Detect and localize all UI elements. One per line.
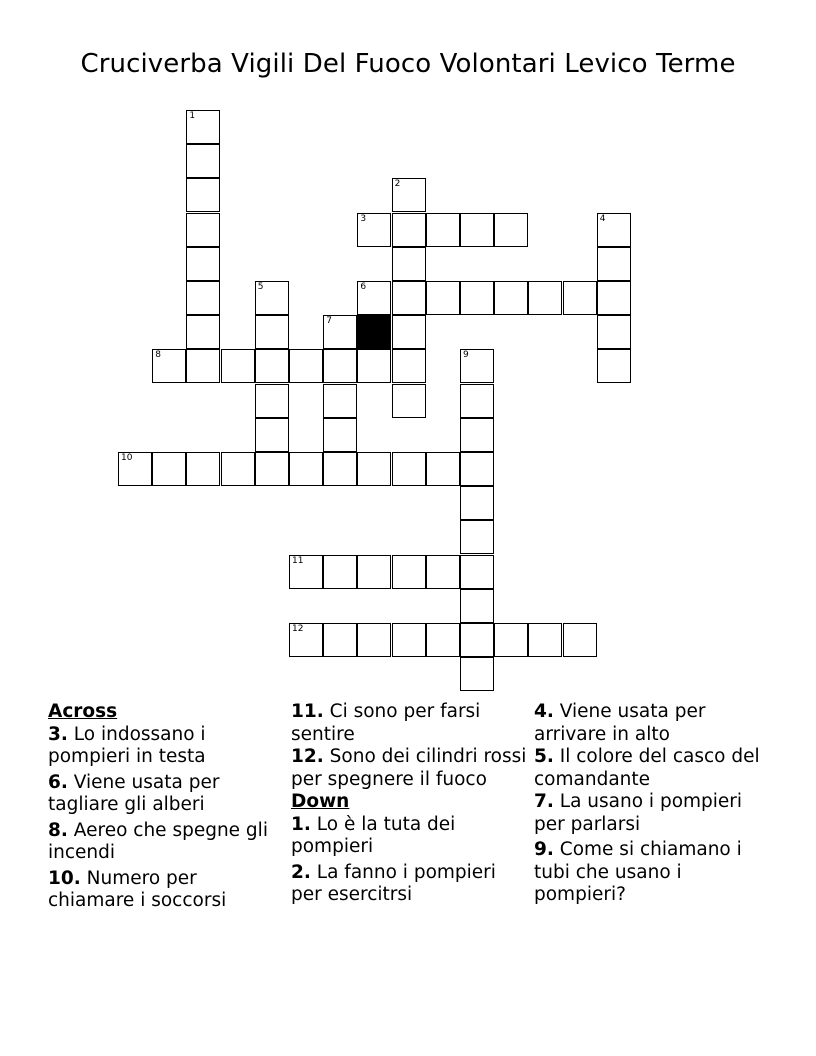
clue-down-7 — [534, 791, 774, 836]
clue-across-10 — [48, 868, 288, 913]
grid-cell[interactable] — [460, 589, 494, 623]
grid-cell[interactable] — [597, 315, 631, 349]
grid-cell[interactable] — [255, 281, 289, 315]
grid-cell[interactable] — [426, 623, 460, 657]
grid-cell[interactable] — [494, 623, 528, 657]
grid-cell[interactable] — [221, 349, 255, 383]
grid-cell[interactable] — [357, 555, 391, 589]
clue-number-label: 12 — [292, 624, 304, 634]
down-header: Down — [291, 791, 350, 812]
grid-cell[interactable] — [357, 213, 391, 247]
grid-cell[interactable] — [392, 349, 426, 383]
clue-text: Come si chiamano i tubi che usano i pompieri? — [534, 839, 742, 905]
clue-down-1 — [291, 814, 531, 859]
clue-across-11 — [291, 701, 531, 746]
grid-cell[interactable] — [426, 281, 460, 315]
grid-cell[interactable] — [152, 349, 186, 383]
clue-number: 6. — [48, 771, 68, 793]
grid-cell[interactable] — [392, 281, 426, 315]
grid-cell[interactable] — [289, 555, 323, 589]
grid-cell[interactable] — [460, 555, 494, 589]
clue-number-label: 6 — [360, 282, 367, 292]
clue-number-label: 11 — [292, 555, 304, 566]
grid-cell[interactable] — [255, 452, 289, 486]
clue-text: La fanno i pompieri per esercitrsi — [291, 861, 496, 905]
grid-cell[interactable] — [460, 657, 494, 691]
grid-cell[interactable] — [357, 623, 391, 657]
clue-number: 4. — [534, 701, 554, 722]
clue-number: 12. — [291, 746, 324, 767]
clue-number: 9. — [534, 839, 554, 860]
grid-cell[interactable] — [186, 349, 220, 383]
grid-cell[interactable] — [392, 452, 426, 486]
grid-cell[interactable] — [255, 349, 289, 383]
clue-number-label: 7 — [326, 316, 332, 327]
clue-text: Sono dei cilindri rossi per spegnere il fuoco — [291, 746, 527, 790]
grid-cell[interactable] — [186, 213, 220, 247]
grid-cell[interactable] — [494, 281, 528, 315]
grid-cell[interactable] — [323, 555, 357, 589]
clue-across-3 — [48, 724, 288, 769]
clue-number: 8. — [48, 819, 68, 841]
clue-text: Lo indossano i pompieri in testa — [48, 723, 206, 767]
clue-text: Viene usata per tagliare gli alberi — [48, 771, 220, 815]
grid-cell[interactable] — [460, 349, 494, 383]
grid-cell[interactable] — [323, 384, 357, 418]
grid-cell[interactable] — [186, 178, 220, 212]
grid-cell[interactable] — [460, 623, 494, 657]
grid-cell[interactable] — [528, 623, 562, 657]
clue-text: Viene usata per arrivare in alto — [534, 701, 706, 745]
clue-number-label: 8 — [155, 350, 161, 361]
grid-cell[interactable] — [460, 520, 494, 554]
clue-down-5 — [534, 746, 774, 791]
grid-cell[interactable] — [289, 349, 323, 383]
clue-text: Il colore del casco del comandante — [534, 746, 760, 790]
clue-across-8 — [48, 820, 288, 865]
grid-cell[interactable] — [392, 315, 426, 349]
clue-number: 7. — [534, 791, 554, 812]
clues-column-2 — [291, 701, 531, 910]
grid-cell[interactable] — [426, 452, 460, 486]
clue-number-label: 10 — [121, 453, 133, 463]
grid-cell[interactable] — [152, 452, 186, 486]
grid-cell[interactable] — [323, 349, 357, 383]
grid-cell[interactable] — [460, 486, 494, 520]
grid-cell[interactable] — [255, 384, 289, 418]
clues-column-1 — [48, 701, 288, 916]
grid-cell[interactable] — [460, 213, 494, 247]
grid-cell[interactable] — [118, 452, 152, 486]
grid-cell[interactable] — [255, 315, 289, 349]
clue-number: 11. — [291, 701, 324, 722]
grid-cell[interactable] — [494, 213, 528, 247]
grid-cell[interactable] — [323, 418, 357, 452]
grid-cell[interactable] — [392, 384, 426, 418]
clue-text: Ci sono per farsi sentire — [291, 701, 481, 745]
clue-number-label: 1 — [189, 111, 196, 121]
grid-cell[interactable] — [357, 452, 391, 486]
grid-cell[interactable] — [392, 555, 426, 589]
grid-cell[interactable] — [323, 315, 357, 349]
grid-cell[interactable] — [186, 110, 220, 144]
grid-cell[interactable] — [597, 213, 631, 247]
clue-number-label: 4 — [599, 213, 606, 224]
grid-cell-black — [357, 315, 391, 349]
clue-text: Lo è la tuta dei pompieri — [291, 813, 456, 857]
clue-number-label: 9 — [463, 350, 469, 361]
grid-cell[interactable] — [460, 281, 494, 315]
clues-column-3 — [534, 701, 774, 910]
grid-cell[interactable] — [323, 623, 357, 657]
grid-cell[interactable] — [255, 418, 289, 452]
grid-cell[interactable] — [528, 281, 562, 315]
clue-number-label: 2 — [394, 179, 401, 190]
grid-cell[interactable] — [392, 623, 426, 657]
grid-cell[interactable] — [597, 247, 631, 281]
grid-cell[interactable] — [357, 349, 391, 383]
grid-cell[interactable] — [426, 555, 460, 589]
grid-cell[interactable] — [221, 452, 255, 486]
clue-across-6 — [48, 772, 288, 817]
grid-cell[interactable] — [186, 144, 220, 178]
clue-down-9 — [534, 839, 774, 907]
clue-text: Aereo che spegne gli incendi — [48, 819, 268, 863]
clue-text: La usano i pompieri per parlarsi — [534, 791, 743, 835]
grid-cell[interactable] — [460, 418, 494, 452]
grid-cell[interactable] — [460, 452, 494, 486]
grid-cell[interactable] — [392, 178, 426, 212]
grid-cell[interactable] — [392, 247, 426, 281]
grid-cell[interactable] — [323, 452, 357, 486]
grid-cell[interactable] — [426, 213, 460, 247]
clue-number-label: 3 — [360, 213, 367, 224]
clue-number-label: 5 — [257, 282, 264, 292]
grid-cell[interactable] — [563, 281, 597, 315]
across-header: Across — [48, 701, 118, 722]
clue-text: Numero per chiamare i soccorsi — [48, 867, 227, 911]
grid-cell[interactable] — [597, 349, 631, 383]
clue-down-2 — [291, 862, 531, 907]
grid-cell[interactable] — [186, 281, 220, 315]
grid-cell[interactable] — [597, 281, 631, 315]
clue-number: 5. — [534, 746, 554, 767]
grid-cell[interactable] — [392, 213, 426, 247]
grid-cell[interactable] — [460, 384, 494, 418]
clue-across-12 — [291, 746, 531, 791]
clue-number: 2. — [291, 861, 311, 883]
grid-cell[interactable] — [186, 452, 220, 486]
grid-cell[interactable] — [563, 623, 597, 657]
grid-cell[interactable] — [289, 623, 323, 657]
grid-cell[interactable] — [186, 247, 220, 281]
grid-cell[interactable] — [357, 281, 391, 315]
clue-number: 3. — [48, 723, 68, 745]
clue-down-4 — [534, 701, 774, 746]
page-title: Cruciverba Vigili Del Fuoco Volontari Levico Terme — [80, 49, 736, 79]
clue-number: 10. — [48, 867, 81, 889]
clue-number: 1. — [291, 813, 311, 835]
grid-cell[interactable] — [289, 452, 323, 486]
grid-cell[interactable] — [186, 315, 220, 349]
